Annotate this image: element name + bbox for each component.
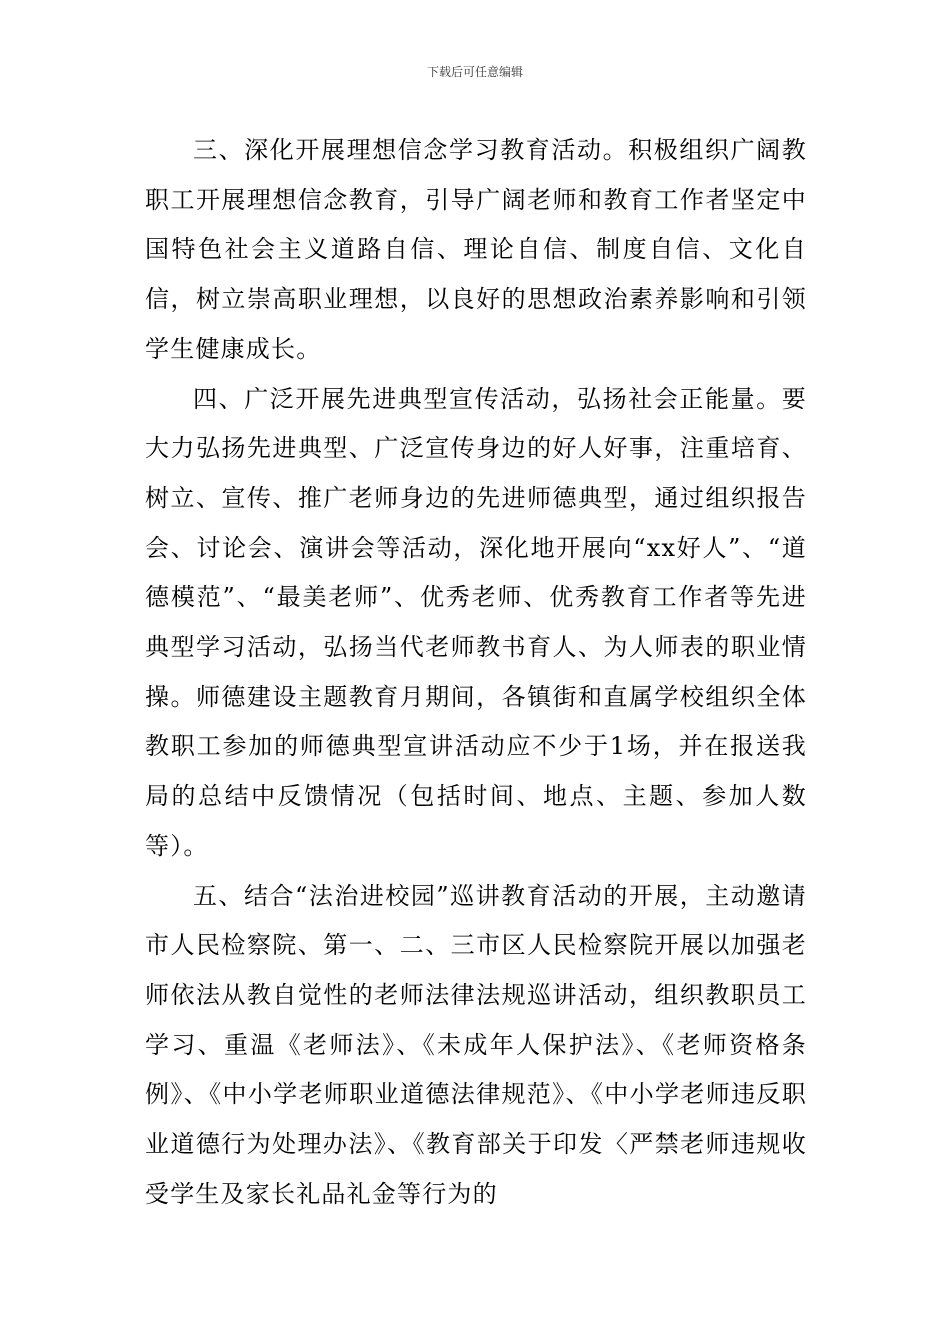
paragraph-section-4: 四、广泛开展先进典型宣传活动，弘扬社会正能量。要大力弘扬先进典型、广泛宣传身边的好人好事，注重培育、树立、宣传、推广老师身边的先进师德典型，通过组织报告会、讨论会、演讲会等活动，深化地开展向“xx好人”、“道德模范”、“最美老师”、优秀老师、优秀教育工作者等先进典型学习活动，弘扬当代老师教书育人、为人师表的职业情操。师德建设主题教育月期间，各镇街和直属学校组织全体教职工参加的师德典型宣讲活动应不少于1场，并在报送我局的总结中反馈情况（包括时间、地点、主题、参加人数等）。 — [145, 384, 807, 860]
paragraph-section-5: 五、结合“法治进校园”巡讲教育活动的开展，主动邀请市人民检察院、第一、二、三市区人民检察院开展以加强老师依法从教自觉性的老师法律法规巡讲活动，组织教职员工学习、重温《老师法》、《未成年人保护法》、《老师资格条例》、《中小学老师职业道德法律规范》、《中小学老师违反职业道德行为处理办法》、《教育部关于印发〈严禁老师违规收受学生及家长礼品礼金等行为的 — [145, 881, 807, 1208]
paragraph-section-3: 三、深化开展理想信念学习教育活动。积极组织广阔教职工开展理想信念教育，引导广阔老师和教育工作者坚定中国特色社会主义道路自信、理论自信、制度自信、文化自信，树立崇高职业理想，以良好的思想政治素养影响和引领学生健康成长。 — [145, 136, 807, 363]
page-header: 下载后可任意编辑 — [426, 65, 523, 79]
document-body — [145, 126, 807, 1219]
